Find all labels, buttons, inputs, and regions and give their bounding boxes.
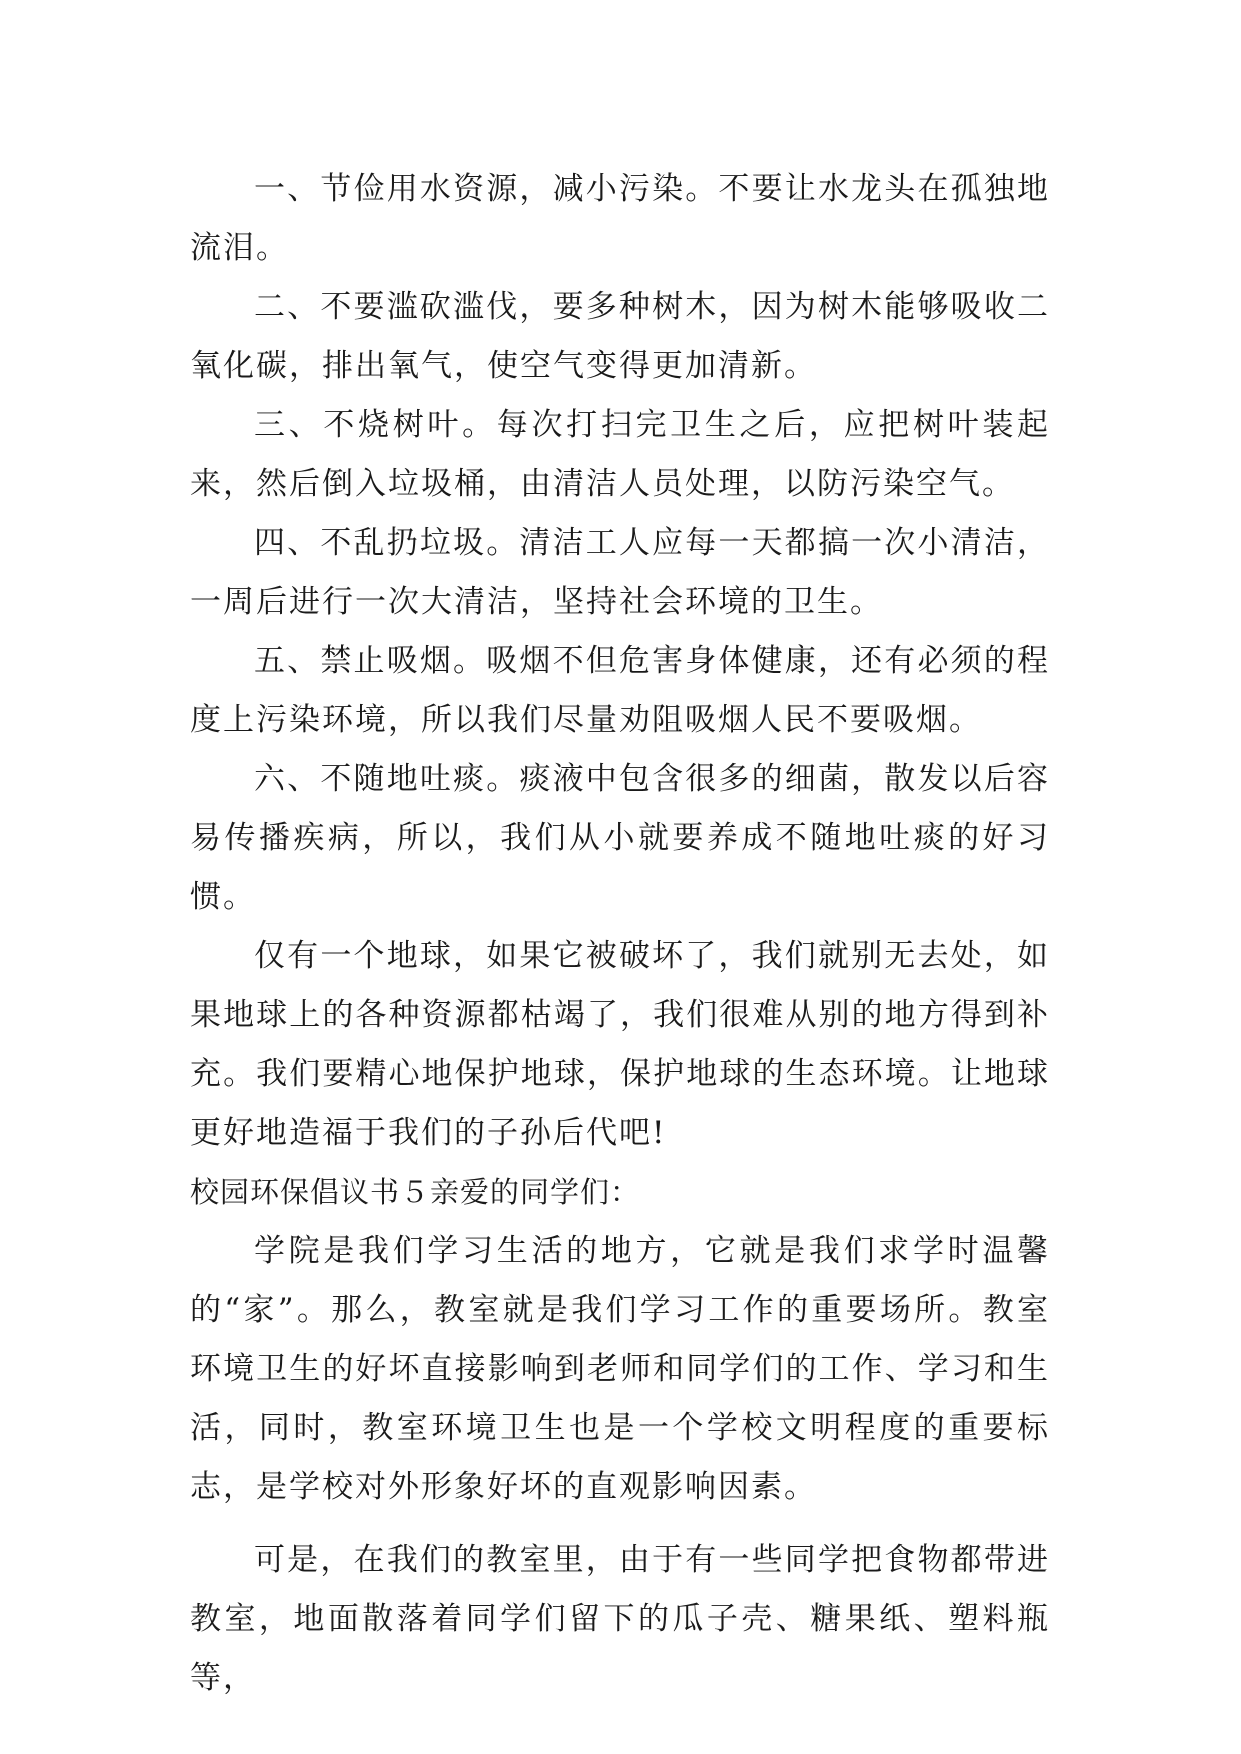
paragraph-leaves: 三、不烧树叶。每次打扫完卫生之后，应把树叶装起来，然后倒入垃圾桶，由清洁人员处理，以防污染空气。 [190, 407, 1050, 502]
paragraph-classroom: 学院是我们学习生活的地方，它就是我们求学时温馨的“家”。那么，教室就是我们学习工作的重要场所。教室环境卫生的好坏直接影响到老师和同学们的工作、学习和生活，同时，教室环境卫生也是一个学校文明程度的重要标志，是学校对外形象好坏的直观影响因素。 [190, 1233, 1050, 1505]
section-heading: 校园环保倡议书５亲爱的同学们： [190, 1175, 641, 1209]
paragraph-litter-classroom: 可是，在我们的教室里，由于有一些同学把食物都带进教室，地面散落着同学们留下的瓜子壳、糖果纸、塑料瓶等， [190, 1542, 1050, 1696]
paragraph-smoking: 五、禁止吸烟。吸烟不但危害身体健康，还有必须的程度上污染环境，所以我们尽量劝阻吸烟人民不要吸烟。 [190, 643, 1050, 738]
paragraph-water: 一、节俭用水资源，减小污染。不要让水龙头在孤独地流泪。 [190, 171, 1050, 266]
paragraph-spitting: 六、不随地吐痰。痰液中包含很多的细菌，散发以后容易传播疾病，所以，我们从小就要养成不随地吐痰的好习惯。 [190, 761, 1050, 915]
document-body [190, 160, 1050, 1708]
paragraph-litter: 四、不乱扔垃圾。清洁工人应每一天都搞一次小清洁，一周后进行一次大清洁，坚持社会环境的卫生。 [190, 525, 1050, 620]
paragraph-earth: 仅有一个地球，如果它被破坏了，我们就别无去处，如果地球上的各种资源都枯竭了，我们很难从别的地方得到补充。我们要精心地保护地球，保护地球的生态环境。让地球更好地造福于我们的子孙后代吧! [190, 938, 1050, 1151]
paragraph-trees: 二、不要滥砍滥伐，要多种树木，因为树木能够吸收二氧化碳，排出氧气，使空气变得更加清新。 [190, 289, 1050, 384]
